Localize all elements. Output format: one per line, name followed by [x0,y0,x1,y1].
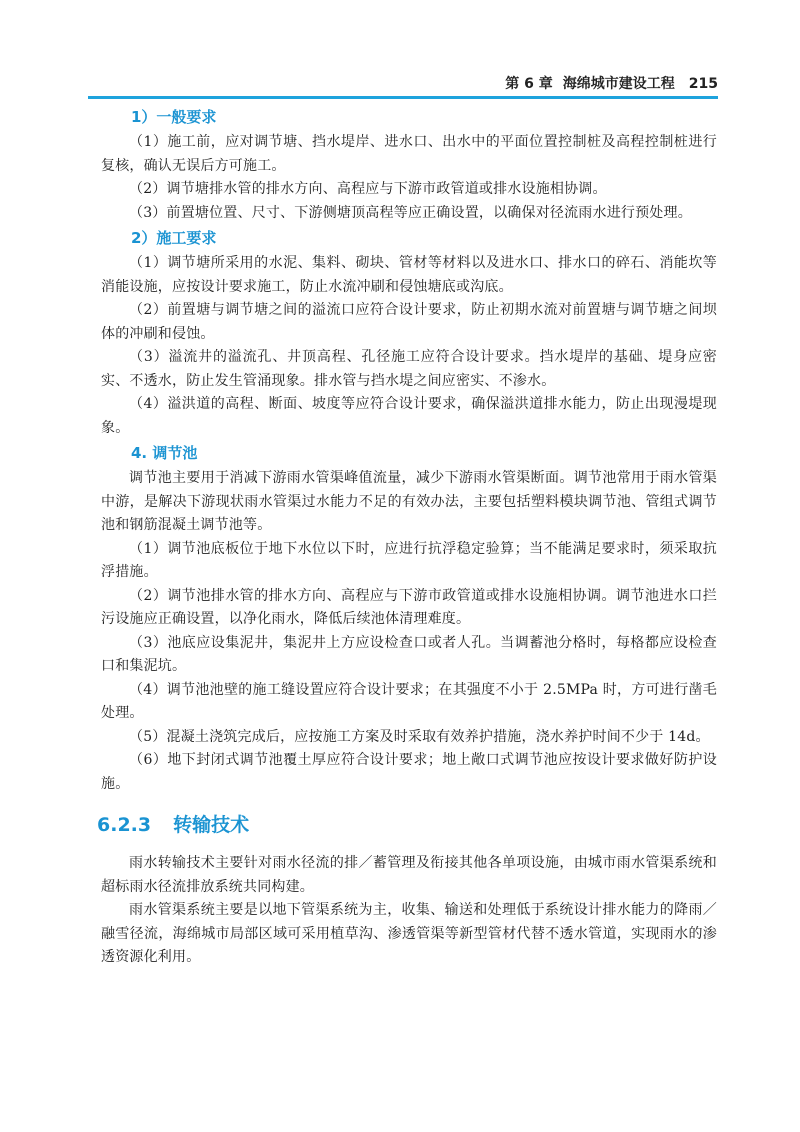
paragraph: （5）混凝土浇筑完成后，应按施工方案及时采取有效养护措施，浇水养护时间不少于 14d。 [129,728,710,745]
section-title: 转输技术 [173,814,250,836]
page-header [88,70,718,98]
paragraph: （1）调节池底板位于地下水位以下时，应进行抗浮稳定验算；当不能满足要求时，须采取抗浮措施。 [101,540,717,580]
running-head [505,73,718,93]
header-rule [88,96,718,99]
section-heading [97,808,717,842]
paragraph: 调节池主要用于消减下游雨水管渠峰值流量，减少下游雨水管渠断面。调节池常用于雨水管渠中游，是解决下游现状雨水管渠过水能力不足的有效办法，主要包括塑料模块调节池、管组式调节池和钢筋混凝土调节池等。 [101,470,717,533]
paragraph: （1）施工前，应对调节塘、挡水堤岸、进水口、出水中的平面位置控制桩及高程控制桩进行复核，确认无误后方可施工。 [101,134,717,174]
paragraph: （3）前置塘位置、尺寸、下游侧塘顶高程等应正确设置，以确保对径流雨水进行预处理。 [129,204,692,221]
section-number: 6.2.3 [97,814,152,836]
paragraph: 雨水转输技术主要针对雨水径流的排／蓄管理及衔接其他各单项设施，由城市雨水管渠系统和超标雨水径流排放系统共同构建。 [101,855,717,895]
chapter-label: 第 6 章 [505,76,553,92]
paragraph: （6）地下封闭式调节池覆土厚应符合设计要求；地上敞口式调节池应按设计要求做好防护设施。 [101,752,717,792]
paragraph: （2）调节池排水管的排水方向、高程应与下游市政管道或排水设施相协调。调节池进水口拦污设施应正确设置，以净化雨水，降低后续池体清理难度。 [101,587,717,627]
paragraph: （1）调节塘所采用的水泥、集料、砌块、管材等材料以及进水口、排水口的碎石、消能坎等消能设施，应按设计要求施工，防止水流冲刷和侵蚀塘底或沟底。 [101,255,717,295]
paragraph: （3）溢流井的溢流孔、井顶高程、孔径施工应符合设计要求。挡水堤岸的基础、堤身应密实、不透水，防止发生管涌现象。排水管与挡水堤之间应密实、不渗水。 [101,349,717,389]
paragraph: （2）前置塘与调节塘之间的溢流口应符合设计要求，防止初期水流对前置塘与调节塘之间坝体的冲刷和侵蚀。 [101,302,717,342]
heading-construction-requirements: 2）施工要求 [131,229,217,247]
heading-general-requirements: 1）一般要求 [131,108,217,126]
page-body [97,104,717,970]
page-number: 215 [688,76,718,92]
heading-regulating-pond: 4. 调节池 [131,444,198,462]
paragraph: （4）溢洪道的高程、断面、坡度等应符合设计要求，确保溢洪道排水能力，防止出现漫堤现象。 [101,396,717,436]
paragraph: （2）调节塘排水管的排水方向、高程应与下游市政管道或排水设施相协调。 [129,181,607,197]
chapter-title: 海绵城市建设工程 [562,76,675,92]
paragraph: （4）调节池池壁的施工缝设置应符合设计要求；在其强度不小于 2.5MPa 时，方可进行凿毛处理。 [101,681,717,721]
paragraph: 雨水管渠系统主要是以地下管渠系统为主，收集、输送和处理低于系统设计排水能力的降雨／融雪径流，海绵城市局部区域可采用植草沟、渗透管渠等新型管材代替不透水管道，实现雨水的渗透资源化利用。 [101,902,717,965]
paragraph: （3）池底应设集泥井，集泥井上方应设检查口或者人孔。当调蓄池分格时，每格都应设检查口和集泥坑。 [101,634,717,674]
